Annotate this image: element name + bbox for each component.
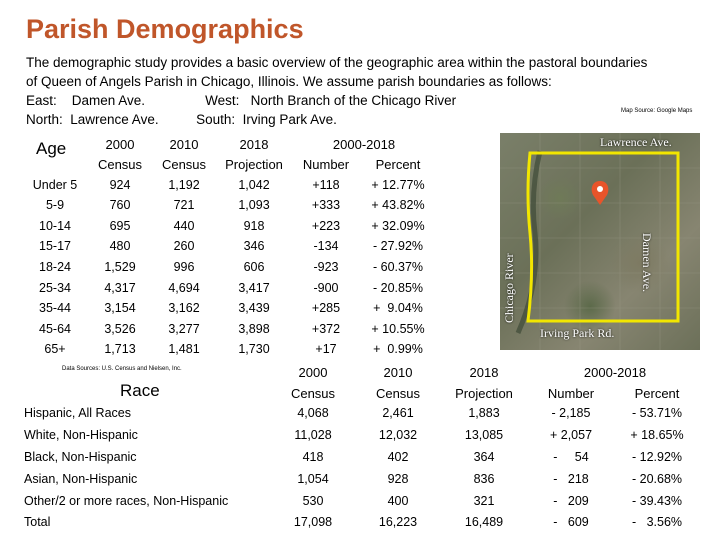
- age-cell: 996: [173, 260, 195, 274]
- race-cell: 928: [387, 472, 409, 486]
- age-cell: 1,529: [104, 260, 136, 274]
- race-cell: 16,489: [464, 515, 504, 529]
- page-title: Parish Demographics: [26, 14, 304, 44]
- age-row-label: 25-34: [39, 281, 71, 295]
- race-header-2000: 2000: [298, 365, 328, 380]
- age-cell: 3,898: [238, 322, 270, 336]
- age-row-label: 5-9: [45, 198, 65, 212]
- race-cell: - 20.68%: [631, 472, 683, 486]
- age-row-label: 45-64: [39, 322, 71, 336]
- age-row-label: 15-17: [39, 239, 71, 253]
- location-marker-icon: [592, 181, 609, 205]
- race-cell: 2,461: [382, 406, 414, 420]
- age-cell: + 10.55%: [371, 322, 425, 336]
- race-cell: 1,883: [468, 406, 500, 420]
- age-subheader-number: Number: [302, 157, 350, 172]
- age-subheader-projection: Projection: [225, 157, 283, 172]
- race-cell: 11,028: [294, 428, 332, 442]
- race-subheader-percent: Percent: [634, 386, 680, 401]
- age-cell: 4,694: [168, 281, 200, 295]
- race-cell: 530: [302, 494, 324, 508]
- age-cell: 480: [109, 239, 131, 253]
- race-cell: - 12.92%: [631, 450, 683, 464]
- race-subheader-census-2000: Census: [290, 386, 336, 401]
- age-cell: 924: [109, 178, 131, 192]
- age-cell: +17: [315, 342, 337, 356]
- age-cell: 3,154: [104, 301, 136, 315]
- age-cell: 440: [173, 219, 195, 233]
- age-cell: 1,481: [168, 342, 200, 356]
- age-row-label: 65+: [44, 342, 66, 356]
- race-label: Race: [120, 381, 160, 400]
- age-header-2000: 2000: [105, 137, 135, 152]
- race-row-label: White, Non-Hispanic: [24, 428, 138, 442]
- intro-line-2: of Queen of Angels Parish in Chicago, Illinois. We assume parish boundaries as follows:: [26, 74, 552, 89]
- intro-line-4: North: Lawrence Ave. South: Irving Park Ave.: [26, 112, 337, 127]
- age-cell: 3,417: [238, 281, 270, 295]
- age-cell: 3,162: [168, 301, 200, 315]
- race-row-label: Total: [24, 515, 51, 529]
- map-source: Map Source: Google Maps: [621, 108, 693, 114]
- race-cell: - 53.71%: [631, 406, 683, 420]
- race-cell: - 609: [553, 515, 589, 529]
- age-cell: +118: [312, 178, 340, 192]
- race-row-label: Asian, Non-Hispanic: [24, 472, 138, 486]
- age-cell: +223: [311, 219, 341, 233]
- race-subheader-number: Number: [547, 386, 595, 401]
- map-label-west: Chicago River: [502, 253, 516, 323]
- race-cell: - 54: [553, 450, 589, 464]
- race-cell: 17,098: [293, 515, 333, 529]
- age-row-label: 35-44: [39, 301, 71, 315]
- race-cell: - 218: [553, 472, 589, 486]
- age-cell: -134: [313, 239, 339, 253]
- age-cell: -900: [313, 281, 339, 295]
- age-cell: - 60.37%: [372, 260, 424, 274]
- race-row-label: Hispanic, All Races: [24, 406, 131, 420]
- race-subheader-census-2010: Census: [375, 386, 421, 401]
- race-cell: - 39.43%: [631, 494, 683, 508]
- age-cell: + 9.04%: [373, 301, 423, 315]
- age-header-2000-2018: 2000-2018: [332, 137, 396, 152]
- age-row-label: 18-24: [39, 260, 71, 274]
- race-cell: - 3.56%: [631, 515, 683, 529]
- race-cell: 364: [473, 450, 495, 464]
- race-row-label: Black, Non-Hispanic: [24, 450, 137, 464]
- race-header-2000-2018: 2000-2018: [583, 365, 647, 380]
- age-cell: 260: [173, 239, 195, 253]
- age-cell: + 43.82%: [371, 198, 425, 212]
- age-cell: 1,713: [104, 342, 136, 356]
- race-cell: 12,032: [378, 428, 418, 442]
- map-label-south: Irving Park Rd.: [540, 326, 615, 340]
- age-cell: 695: [109, 219, 131, 233]
- map-label-north: Lawrence Ave.: [600, 135, 672, 149]
- race-cell: 402: [387, 450, 409, 464]
- race-header-2018: 2018: [469, 365, 499, 380]
- age-cell: 3,277: [168, 322, 200, 336]
- age-cell: 606: [243, 260, 265, 274]
- intro-line-3: East: Damen Ave. West: North Branch of the Chicago River: [26, 93, 457, 108]
- age-cell: +372: [311, 322, 341, 336]
- race-cell: - 2,185: [551, 406, 591, 420]
- age-cell: -923: [313, 260, 339, 274]
- age-cell: 721: [173, 198, 195, 212]
- age-cell: - 27.92%: [372, 239, 424, 253]
- race-cell: 13,085: [464, 428, 504, 442]
- age-header-2018: 2018: [239, 137, 269, 152]
- age-row-label: Under 5: [32, 178, 78, 192]
- age-cell: + 32.09%: [371, 219, 425, 233]
- race-cell: 418: [302, 450, 324, 464]
- age-cell: 918: [243, 219, 265, 233]
- race-cell: 1,054: [297, 472, 329, 486]
- age-cell: 4,317: [104, 281, 136, 295]
- race-row-label: Other/2 or more races, Non-Hispanic: [24, 494, 229, 508]
- map-label-east: Damen Ave.: [640, 233, 654, 293]
- race-cell: 400: [387, 494, 409, 508]
- age-cell: - 20.85%: [372, 281, 424, 295]
- age-subheader-census-2000: Census: [97, 157, 143, 172]
- data-sources-note: Data Sources: U.S. Census and Nielsen, Inc.: [62, 366, 182, 372]
- age-cell: + 12.77%: [371, 178, 425, 192]
- age-subheader-census-2010: Census: [161, 157, 207, 172]
- age-cell: 3,439: [238, 301, 270, 315]
- parish-boundary: [528, 153, 678, 321]
- age-row-label: 10-14: [39, 219, 71, 233]
- race-subheader-projection: Projection: [455, 386, 513, 401]
- age-cell: + 0.99%: [373, 342, 423, 356]
- race-cell: + 18.65%: [630, 428, 684, 442]
- age-cell: 1,192: [168, 178, 200, 192]
- age-cell: 1,730: [238, 342, 270, 356]
- age-subheader-percent: Percent: [375, 157, 421, 172]
- age-cell: +285: [311, 301, 341, 315]
- age-cell: +333: [311, 198, 341, 212]
- age-cell: 346: [243, 239, 265, 253]
- boundary-map: [500, 133, 700, 350]
- age-label: Age: [36, 139, 67, 158]
- map-graphic: [500, 133, 700, 350]
- intro-line-1: The demographic study provides a basic overview of the geographic area within the pastoral boundaries: [26, 55, 648, 70]
- age-cell: 1,093: [238, 198, 270, 212]
- race-cell: 836: [473, 472, 495, 486]
- age-cell: 760: [109, 198, 131, 212]
- age-header-2010: 2010: [169, 137, 199, 152]
- race-cell: 16,223: [378, 515, 418, 529]
- race-cell: - 209: [553, 494, 589, 508]
- race-cell: 4,068: [297, 406, 329, 420]
- age-cell: 1,042: [238, 178, 270, 192]
- age-cell: 3,526: [104, 322, 136, 336]
- race-cell: 321: [473, 494, 495, 508]
- race-cell: + 2,057: [549, 428, 593, 442]
- race-header-2010: 2010: [383, 365, 413, 380]
